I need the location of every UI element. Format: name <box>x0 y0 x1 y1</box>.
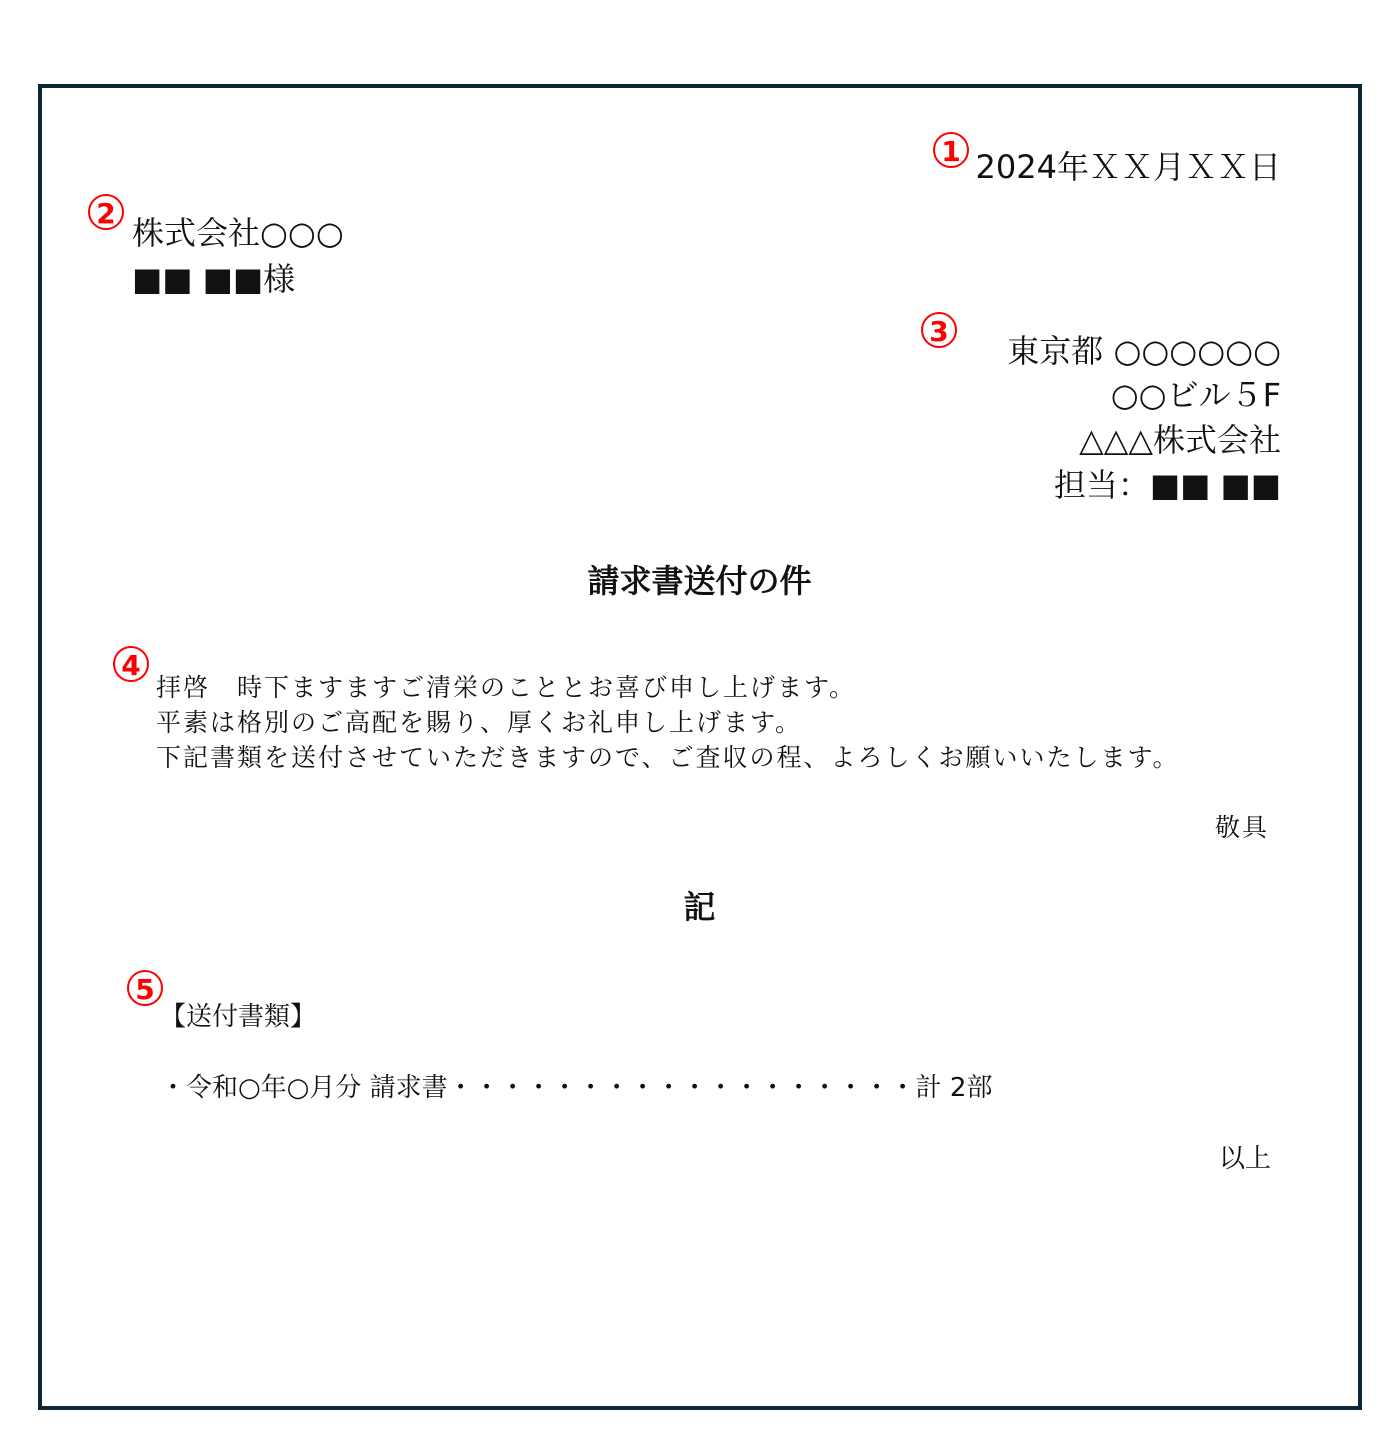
subject-title: 請求書送付の件 <box>587 562 812 600</box>
date: 2024年ＸＸ月ＸＸ日 <box>975 148 1281 186</box>
marker-5: 5 <box>127 970 163 1006</box>
sender-address-1: 東京都 ○○○○○○ <box>1007 332 1281 370</box>
documents-heading: 【送付書類】 <box>160 1002 317 1032</box>
body-line-2: 平素は格別のご高配を賜り、厚くお礼申し上げます。 <box>156 708 803 737</box>
sender-contact: 担当：■■ ■■ <box>1053 466 1281 504</box>
document-item: ・令和○年○月分 請求書・・・・・・・・・・・・・・・・・・計 2部 <box>160 1073 993 1103</box>
sender-company: △△△株式会社 <box>1079 421 1281 459</box>
body-line-1: 拝啓 時下ますますご清栄のこととお喜び申し上げます。 <box>156 673 857 702</box>
marker-4: 4 <box>113 646 149 682</box>
end-mark: 以上 <box>1218 1144 1271 1174</box>
closing: 敬具 <box>1214 813 1269 842</box>
sender-address-2: ○○ビル５F <box>1110 376 1281 414</box>
recipient-name: ■■ ■■様 <box>132 260 296 298</box>
recipient-company: 株式会社○○○ <box>132 214 344 252</box>
marker-1: 1 <box>933 132 969 168</box>
marker-3: 3 <box>921 312 957 348</box>
ki-heading: 記 <box>683 888 716 926</box>
body-line-3: 下記書類を送付させていただきますので、ご査収の程、よろしくお願いいたします。 <box>156 743 1180 772</box>
marker-2: 2 <box>88 194 124 230</box>
